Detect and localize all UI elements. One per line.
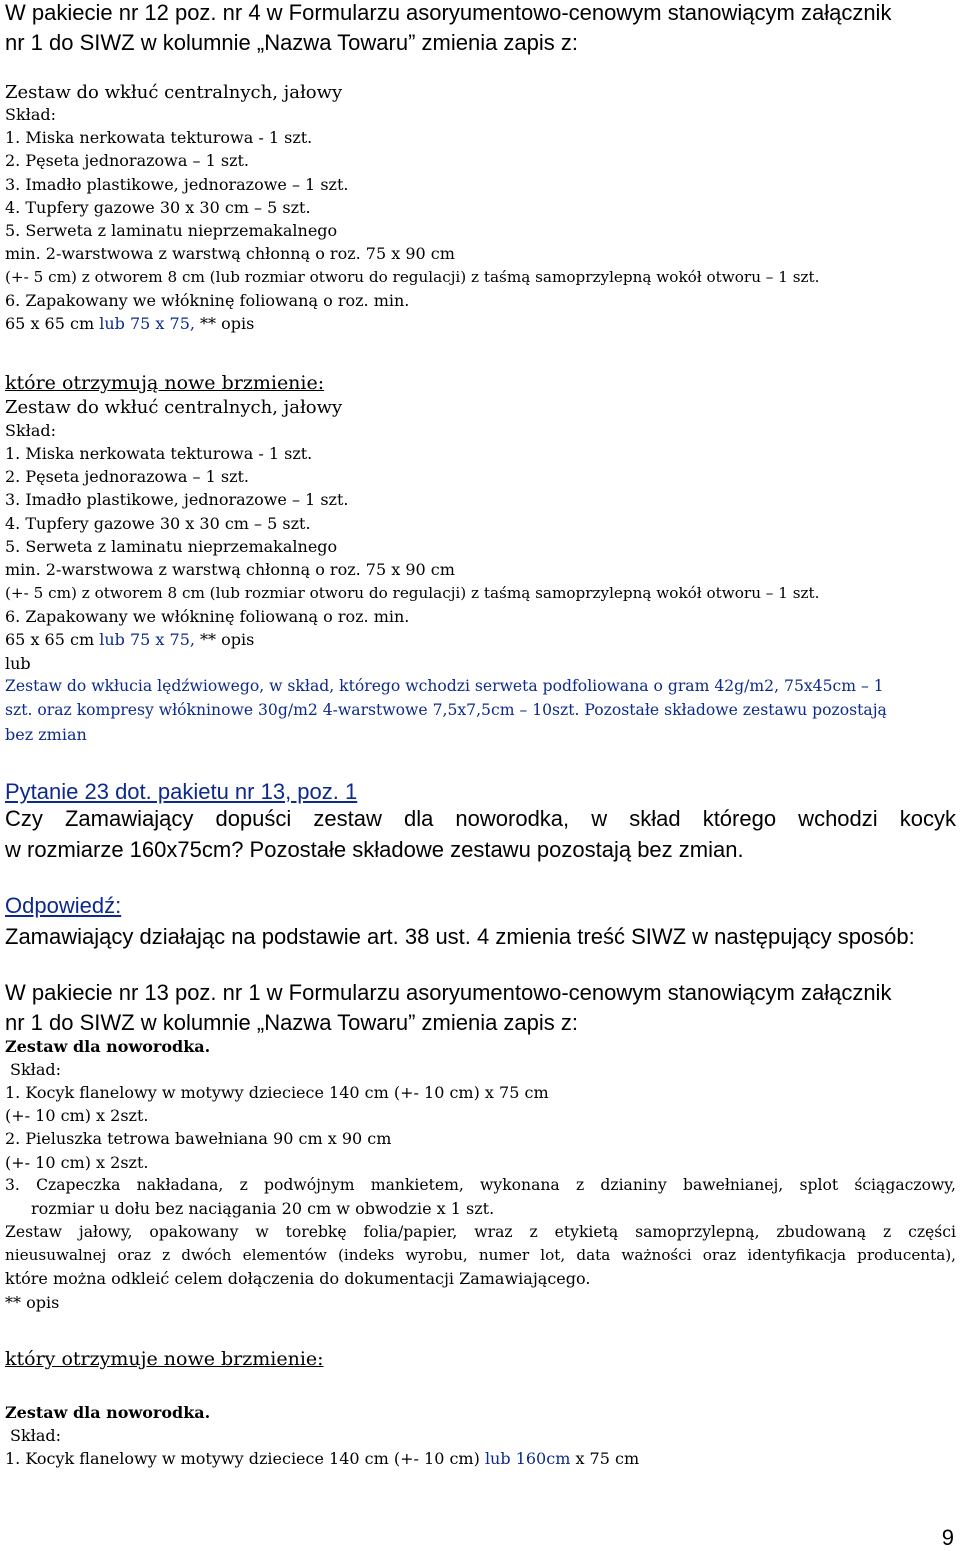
old-line: Zestaw do wkłuć centralnych, jałowy bbox=[5, 82, 343, 103]
set-title: Zestaw dla noworodka. bbox=[5, 1037, 211, 1056]
alternative-line2: szt. oraz kompresy włókninowe 30g/m2 4-warstwowe 7,5x7,5cm – 10szt. Pozostałe składowe zestawu pozostają bbox=[5, 701, 887, 719]
item1-continued: (+- 10 cm) x 2szt. bbox=[5, 1106, 149, 1125]
opis-note: ** opis bbox=[5, 1293, 60, 1312]
section12-intro-line1: W pakiecie nr 12 poz. nr 4 w Formularzu asoryumentowo-cenowym stanowiącym załącznik bbox=[5, 0, 892, 25]
old-line: min. 2-warstwowa z warstwą chłonną o roz. 75 x 90 cm bbox=[5, 244, 455, 263]
new-wording-heading-2: który otrzymuje nowe brzmienie: bbox=[5, 1348, 324, 1370]
old-line: 3. Imadło plastikowe, jednorazowe – 1 szt. bbox=[5, 175, 349, 194]
section13-intro-line2: nr 1 do SIWZ w kolumnie „Nazwa Towaru” zmienia zapis z: bbox=[5, 1010, 579, 1035]
question-title: Pytanie 23 dot. pakietu nr 13, poz. 1 bbox=[5, 779, 358, 804]
old-last-line: 65 x 65 cm lub 75 x 75, ** opis bbox=[5, 314, 255, 333]
alternative-line1: Zestaw do wkłucia lędźwiowego, w skład, którego wchodzi serweta podfoliowana o gram 42g/m2, 75x45cm – 1 bbox=[5, 677, 884, 695]
sklad-label: Skład: bbox=[10, 1060, 62, 1079]
new-line: (+- 5 cm) z otworem 8 cm (lub rozmiar otworu do regulacji) z taśmą samoprzylepną wokół otworu – 1 szt. bbox=[5, 584, 820, 602]
old-line: 1. Miska nerkowata tekturowa - 1 szt. bbox=[5, 128, 313, 147]
new-line: 5. Serweta z laminatu nieprzemakalnego bbox=[5, 537, 338, 556]
new-wording-heading: które otrzymują nowe brzmienie: bbox=[5, 372, 325, 394]
new-line: 4. Tupfery gazowe 30 x 30 cm – 5 szt. bbox=[5, 514, 311, 533]
new-sklad-label: Skład: bbox=[10, 1426, 62, 1445]
item3-line1: 3. Czapeczka nakładana, z podwójnym mankietem, wykonana z dzianiny bawełnianej, splot ściągaczowy, bbox=[5, 1176, 956, 1194]
old-line: 2. Pęseta jednorazowa – 1 szt. bbox=[5, 151, 250, 170]
old-line: 6. Zapakowany we włókninę foliowaną o roz. min. bbox=[5, 291, 410, 310]
new-line: Skład: bbox=[5, 421, 57, 440]
packaging-line3: które można odkleić celem dołączenia do dokumentacji Zamawiającego. bbox=[5, 1269, 591, 1288]
page-number: 9 bbox=[941, 1525, 954, 1550]
section13-intro-line1: W pakiecie nr 13 poz. nr 1 w Formularzu asoryumentowo-cenowym stanowiącym załącznik bbox=[5, 980, 892, 1005]
item2: 2. Pieluszka tetrowa bawełniana 90 cm x 90 cm bbox=[5, 1129, 392, 1148]
question-line1: Czy Zamawiający dopuści zestaw dla noworodka, w skład którego wchodzi kocyk bbox=[5, 806, 956, 831]
old-line: 5. Serweta z laminatu nieprzemakalnego bbox=[5, 221, 338, 240]
section12-intro-line2: nr 1 do SIWZ w kolumnie „Nazwa Towaru” zmienia zapis z: bbox=[5, 30, 579, 55]
alternative-line3: bez zmian bbox=[5, 725, 87, 744]
new-line: 1. Miska nerkowata tekturowa - 1 szt. bbox=[5, 444, 313, 463]
old-line: Skład: bbox=[5, 105, 57, 124]
packaging-line2: nieusuwalnej oraz z dwóch elementów (indeks wyrobu, numer lot, data ważności oraz identyfikacja producenta), bbox=[5, 1246, 956, 1264]
item1: 1. Kocyk flanelowy w motywy dzieciece 140 cm (+- 10 cm) x 75 cm bbox=[5, 1083, 549, 1102]
new-set-title: Zestaw dla noworodka. bbox=[5, 1403, 211, 1422]
answer-label: Odpowiedź: bbox=[5, 893, 122, 918]
old-line: (+- 5 cm) z otworem 8 cm (lub rozmiar otworu do regulacji) z taśmą samoprzylepną wokół otworu – 1 szt. bbox=[5, 268, 820, 286]
lub-connector: lub bbox=[5, 654, 31, 673]
new-line: 3. Imadło plastikowe, jednorazowe – 1 szt. bbox=[5, 490, 349, 509]
packaging-line1: Zestaw jałowy, opakowany w torebkę folia/papier, wraz z etykietą samoprzylepną, zbudowaną z części bbox=[5, 1223, 956, 1241]
new-last-line: 65 x 65 cm lub 75 x 75, ** opis bbox=[5, 630, 255, 649]
old-line: 4. Tupfery gazowe 30 x 30 cm – 5 szt. bbox=[5, 198, 311, 217]
new-item1: 1. Kocyk flanelowy w motywy dzieciece 140 cm (+- 10 cm) lub 160cm x 75 cm bbox=[5, 1449, 640, 1468]
new-line: min. 2-warstwowa z warstwą chłonną o roz. 75 x 90 cm bbox=[5, 560, 455, 579]
new-line: 6. Zapakowany we włókninę foliowaną o roz. min. bbox=[5, 607, 410, 626]
item2-continued: (+- 10 cm) x 2szt. bbox=[5, 1153, 149, 1172]
new-line: 2. Pęseta jednorazowa – 1 szt. bbox=[5, 467, 250, 486]
answer-text: Zamawiający działając na podstawie art. 38 ust. 4 zmienia treść SIWZ w następujący sposób: bbox=[5, 924, 915, 949]
question-line2: w rozmiarze 160x75cm? Pozostałe składowe zestawu pozostają bez zmian. bbox=[5, 837, 744, 862]
new-line: Zestaw do wkłuć centralnych, jałowy bbox=[5, 397, 343, 418]
item3-line2: rozmiar u dołu bez naciągania 20 cm w obwodzie x 1 szt. bbox=[31, 1199, 495, 1218]
